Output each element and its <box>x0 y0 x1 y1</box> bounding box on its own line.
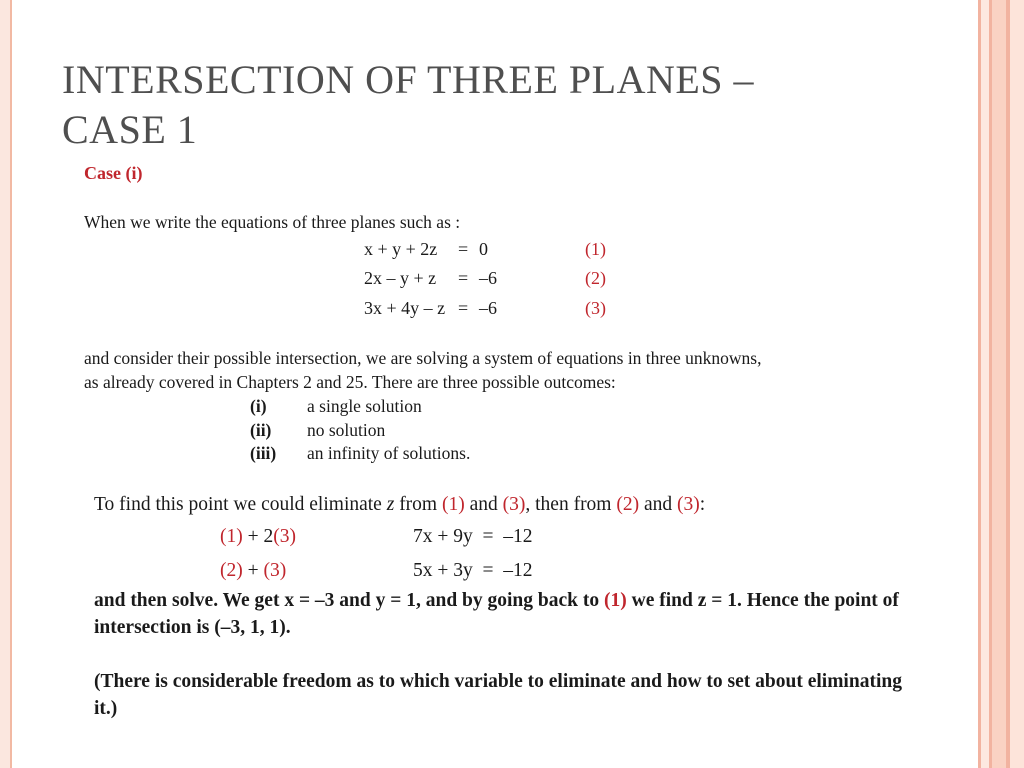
note-line-1: (There is considerable freedom as to which variable to eliminate and how to set about eliminating <box>94 671 902 692</box>
right-stripe-6 <box>1010 0 1024 768</box>
eliminate-text-6: : <box>699 494 706 515</box>
combo-1 <box>220 526 296 548</box>
solve-text-2: we find z = 1. Hence the point of <box>626 590 899 611</box>
outcome-2-number: (ii) <box>250 420 272 440</box>
slide-title-line-2: CASE 1 <box>62 107 198 152</box>
solve-text-1: and then solve. We get x = –3 and y = 1, and by going back to <box>94 590 604 611</box>
left-frame-line <box>10 0 12 768</box>
slide-title-line-1: INTERSECTION OF THREE PLANES – <box>62 57 755 102</box>
intro-line: When we write the equations of three planes such as : <box>84 212 461 232</box>
combo-1-operator: + 2 <box>242 526 274 547</box>
outcome-3-text: an infinity of solutions. <box>307 443 471 463</box>
equation-3-lhs: 3x + 4y – z <box>364 298 446 318</box>
slide-title <box>62 55 962 155</box>
solve-line-1 <box>94 590 899 612</box>
solve-line-2: intersection is (–3, 1, 1). <box>94 617 291 638</box>
eliminate-variable: z <box>386 494 395 515</box>
equation-2-lhs: 2x – y + z <box>364 268 437 288</box>
eliminate-text-1: To find this point we could eliminate <box>94 494 387 515</box>
eliminate-ref-4: (3) <box>677 494 700 515</box>
equation-2-rhs: –6 <box>479 268 497 288</box>
combo-1-ref-a: (1) <box>220 526 243 547</box>
combo-2-operator: + <box>242 560 264 581</box>
eliminate-text-2: from <box>394 494 442 515</box>
outcome-2-text: no solution <box>307 420 386 440</box>
outcome-1-text: a single solution <box>307 396 422 416</box>
combo-1-ref-b: (3) <box>273 526 296 547</box>
equation-2-label: (2) <box>585 268 606 288</box>
case-heading: Case (i) <box>84 163 143 183</box>
equation-1-equals: = <box>458 239 469 259</box>
combo-2 <box>220 560 286 582</box>
right-stripe-4 <box>992 0 1006 768</box>
equation-3-equals: = <box>458 298 469 318</box>
equation-2-equals: = <box>458 268 469 288</box>
eliminate-ref-1: (1) <box>441 494 465 515</box>
combo-1-result: 7x + 9y = –12 <box>413 526 533 547</box>
equation-1-lhs: x + y + 2z <box>364 239 438 259</box>
outcome-3-number: (iii) <box>250 443 277 463</box>
solve-ref: (1) <box>604 590 627 611</box>
equation-1-label: (1) <box>585 239 606 259</box>
note-line-2: it.) <box>94 698 118 719</box>
paragraph-1-line-1: and consider their possible intersection, we are solving a system of equations in three unknowns, <box>84 348 762 368</box>
eliminate-ref-2: (3) <box>502 494 526 515</box>
equation-3-label: (3) <box>585 298 606 318</box>
right-stripe-2 <box>981 0 989 768</box>
outcome-1-number: (i) <box>250 396 267 416</box>
combo-2-ref-b: (3) <box>263 560 287 581</box>
eliminate-text-5: and <box>639 494 678 515</box>
combo-2-ref-a: (2) <box>220 560 243 581</box>
eliminate-sentence <box>94 494 705 516</box>
equation-3-rhs: –6 <box>479 298 497 318</box>
eliminate-text-3: and <box>464 494 503 515</box>
left-frame <box>0 0 10 768</box>
equation-1-rhs: 0 <box>479 239 488 259</box>
paragraph-1-line-2: as already covered in Chapters 2 and 25. There are three possible outcomes: <box>84 372 616 392</box>
eliminate-ref-3: (2) <box>616 494 640 515</box>
eliminate-text-4: , then from <box>525 494 617 515</box>
combo-2-result: 5x + 3y = –12 <box>413 560 533 581</box>
